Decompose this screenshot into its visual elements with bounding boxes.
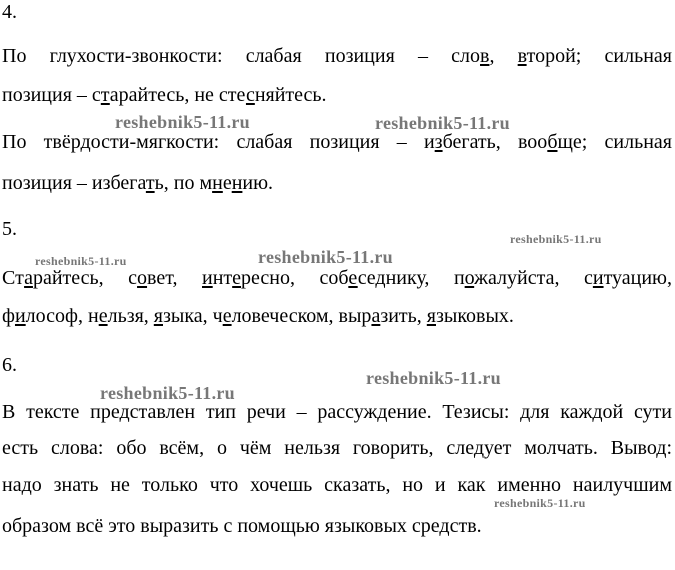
- watermark: reshebnik5-11.ru: [35, 254, 127, 268]
- section-6-line-2: есть слова: обо всём, о чём нельзя говорить, следует молчать. Вывод:: [2, 437, 672, 459]
- watermark: reshebnik5-11.ru: [494, 496, 586, 510]
- section-6-line-1: В тексте представлен тип речи – рассуждение. Тезисы: для каждой сути: [2, 401, 672, 423]
- section-5-line-1: Старайтесь, совет, интересно, собеседнику, пожалуйста, ситуацию,: [2, 267, 672, 289]
- watermark: reshebnik5-11.ru: [258, 247, 393, 267]
- section-5-line-2: философ, нельзя, языка, человеческом, выразить, языковых.: [2, 305, 514, 327]
- section-4-line-2: позиция – старайтесь, не стесняйтесь.: [2, 84, 327, 106]
- watermark: reshebnik5-11.ru: [510, 232, 602, 246]
- section-6-line-4: образом всё это выразить с помощью языковых средств.: [2, 515, 482, 537]
- section-6-number: 6.: [2, 354, 17, 376]
- section-4-line-4: позиция – избегать, по мнению.: [2, 172, 274, 194]
- watermark: reshebnik5-11.ru: [100, 383, 235, 403]
- section-6-line-3: надо знать не только что хочешь сказать, но и как именно наилучшим: [2, 474, 672, 496]
- section-4-line-3: По твёрдости-мягкости: слабая позиция – избегать, вообще; сильная: [2, 131, 673, 153]
- watermark: reshebnik5-11.ru: [366, 368, 501, 388]
- section-4-line-1: По глухости-звонкости: слабая позиция – слов, второй; сильная: [2, 45, 672, 67]
- section-5-number: 5.: [2, 218, 17, 240]
- section-4-number: 4.: [2, 1, 17, 23]
- watermark: reshebnik5-11.ru: [115, 112, 250, 132]
- watermark: reshebnik5-11.ru: [375, 113, 510, 133]
